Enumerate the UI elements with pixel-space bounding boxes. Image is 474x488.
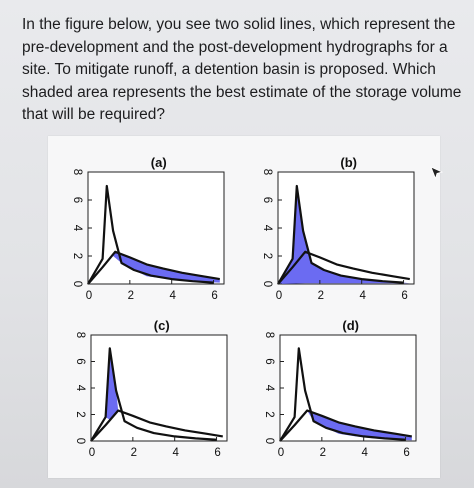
y-tick-label-a: 8 [71, 168, 83, 176]
x-tick-label-a: 0 [85, 290, 93, 302]
x-tick-label-a: 6 [211, 290, 218, 302]
y-tick-label-a: 4 [71, 224, 83, 232]
x-tick-label-b: 0 [275, 290, 283, 302]
y-tick-label-b: 6 [261, 196, 273, 204]
subplot-title-b: (b) [340, 155, 358, 170]
subplot-title-c: (c) [153, 318, 170, 333]
y-tick-label-c: 4 [74, 384, 86, 392]
x-tick-label-b: 2 [317, 290, 325, 302]
y-tick-label-d: 4 [263, 384, 275, 392]
y-tick-label-d: 8 [263, 331, 275, 339]
y-tick-label-a: 2 [71, 252, 83, 260]
y-tick-label-d: 0 [263, 437, 275, 445]
y-tick-label-d: 6 [263, 358, 275, 365]
x-tick-label-d: 4 [361, 447, 368, 459]
y-tick-label-a: 6 [71, 196, 83, 204]
y-tick-label-c: 6 [74, 358, 86, 365]
y-tick-label-a: 0 [71, 280, 83, 288]
y-tick-label-c: 8 [74, 331, 86, 339]
x-tick-label-c: 6 [214, 447, 221, 459]
y-tick-label-c: 0 [74, 437, 86, 445]
subplot-title-a: (a) [150, 155, 167, 170]
x-tick-label-c: 2 [130, 447, 138, 459]
question-text: In the figure below, you see two solid lines, which represent the pre-development and the post-development hydrographs for a site. To mitigate runoff, a detention basin is proposed. Which shaded area represents the best estimate of the storage volume that will be required? [22, 16, 462, 123]
y-tick-label-b: 8 [261, 168, 273, 176]
y-tick-label-b: 0 [261, 280, 273, 288]
x-tick-label-c: 4 [172, 447, 179, 459]
x-tick-label-d: 2 [319, 447, 327, 459]
x-tick-label-a: 4 [169, 290, 176, 302]
x-tick-label-b: 4 [359, 290, 366, 302]
y-tick-label-b: 4 [261, 224, 273, 232]
x-tick-label-d: 6 [403, 447, 410, 459]
x-tick-label-c: 0 [88, 447, 96, 459]
y-tick-label-b: 2 [261, 252, 273, 260]
mouse-cursor-icon [430, 166, 444, 180]
x-tick-label-d: 0 [277, 447, 285, 459]
x-tick-label-b: 6 [401, 290, 408, 302]
x-tick-label-a: 2 [127, 290, 135, 302]
y-tick-label-d: 2 [263, 411, 275, 418]
subplot-title-d: (d) [342, 318, 360, 333]
y-tick-label-c: 2 [74, 411, 86, 418]
